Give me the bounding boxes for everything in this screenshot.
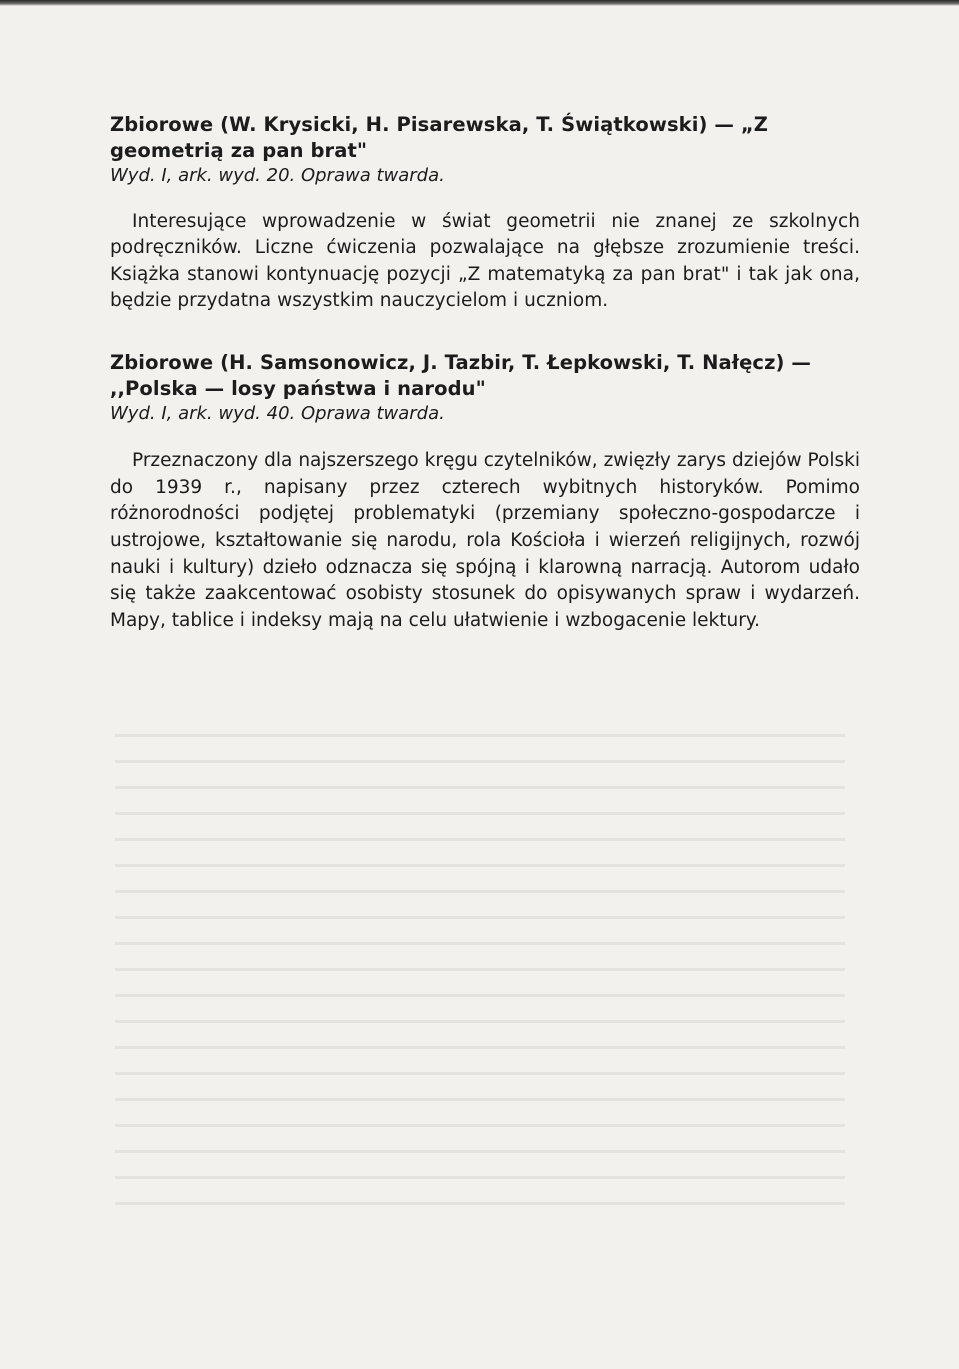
book-entry-description: Interesujące wprowadzenie w świat geometrii nie znanej ze szkolnych podręczników. Liczne ćwiczenia pozwalające na głębsze zrozumienie treści. Książka stanowi kontynuację pozycji „Z matematyką za pan brat" i tak jak ona, będzie przydatna wszystkim nauczycielom i uczniom.: [110, 211, 860, 311]
book-entry-publication-info: Wyd. I, ark. wyd. 40. Oprawa twarda.: [110, 403, 445, 425]
book-entry-heading: [110, 112, 860, 164]
book-entry-heading-line: Zbiorowe (H. Samsonowicz, J. Tazbir, T. Łepkowski, T. Nałęcz) —: [110, 351, 812, 375]
book-entry-heading-line: geometrią za pan brat": [110, 139, 368, 162]
scan-top-edge: [0, 0, 959, 6]
book-entry-description: Przeznaczony dla najszerszego kręgu czytelników, zwięzły zarys dziejów Polski do 1939 r., napisany przez czterech wybitnych historyków. Pomimo różnorodności podjętej problematyki (przemiany społeczno-gospodarcze i ustrojowe, kształtowanie się narodu, rola Kościoła i wierzeń religijnych, rozwój nauki i kultury) dzieło odznacza się spójną i klarowną narracją. Autorom udało się także zaakcentować osobisty stosunek do opisywanych spraw i wydarzeń. Mapy, tablice i indeksy mają na celu ułatwienie i wzbogacenie lektury.: [110, 450, 860, 631]
catalog-page: [110, 112, 860, 634]
book-entry-heading: [110, 350, 860, 402]
book-entry-heading-line: Zbiorowe (W. Krysicki, H. Pisarewska, T. Świątkowski) — „Z: [110, 113, 769, 136]
book-entry: [110, 350, 860, 634]
show-through-texture: [115, 720, 845, 1220]
book-entry-publication-info: Wyd. I, ark. wyd. 20. Oprawa twarda.: [110, 165, 445, 186]
book-entry-heading-line: ,,Polska — losy państwa i narodu": [110, 377, 486, 401]
book-entry: [110, 112, 860, 314]
